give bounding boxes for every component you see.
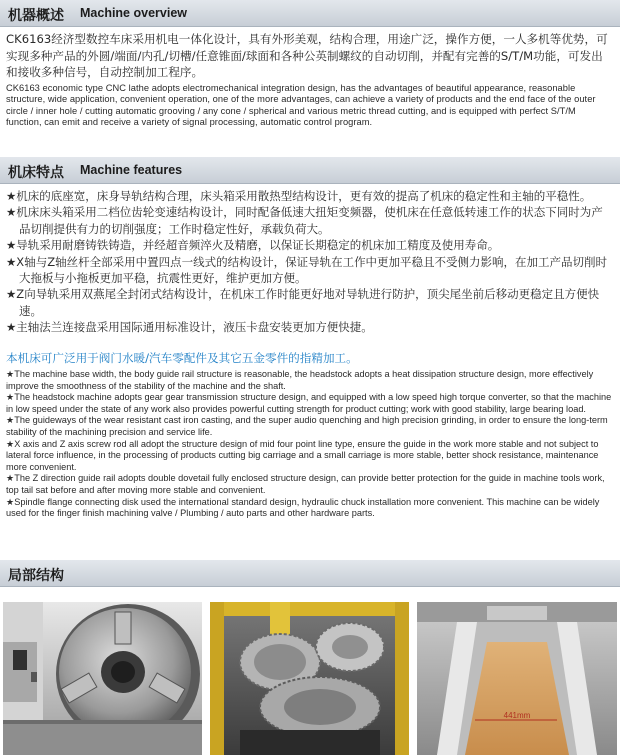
feature-item-en: ★Spindle flange connecting disk used the international standard design, hydraulic chuck installation more convenient. This machine can be widely used for the finger finish machining valve / Plumbing / auto parts and other hardware parts. xyxy=(6,496,600,519)
parts-title-cn: 局部结构 xyxy=(8,568,64,584)
feature-item-en: ★The guideways of the wear resistant cast iron casting, and the super audio quenching and high precision grinding, in order to ensure the long-term stability of the machining precision and service life. xyxy=(6,415,608,437)
parts-header xyxy=(0,560,620,587)
features-list-en xyxy=(6,369,612,520)
overview-header xyxy=(0,0,620,27)
chuck-photo xyxy=(3,602,202,755)
feature-item-cn: ★机床床头箱采用二档位齿轮变速结构设计，同时配备低速大扭矩变频器，使机床在任意低转速工作的状态下同时为产品切削提供有力的切削强度；工作时稳定性好，承载负荷大。 xyxy=(6,205,603,236)
features-header xyxy=(0,157,620,184)
overview-text-cn: CK6163经济型数控车床采用机电一体化设计，具有外形美观，结构合理，用途广泛，操作方便，一人多机等优势，可实现多种产品的外圆/端面/内孔/切槽/任意锥面/球面和各种公英制螺纹的自动切削，并配有完善的S/T/M功能，可发出和接收多种信号，自动控制加工程序。 xyxy=(6,32,608,79)
features-highlight-cn: 本机床可广泛用于阀门水暖/汽车零配件及其它五金零件的指精加工。 xyxy=(6,351,358,365)
overview-title-cn: 机器概述 xyxy=(8,8,64,24)
feature-item-cn: ★X轴与Z轴丝杆全部采用中置四点一线式的结构设计，保证导轨在工作中更加平稳且不受侧力影响，在加工产品切削时大拖板与小拖板更加平稳，抗震性更好，维护更加方便。 xyxy=(6,254,608,286)
guide-rail-photo xyxy=(417,602,617,755)
feature-item-cn: ★导轨采用耐磨铸铁铸造，并经超音频淬火及精磨，以保证长期稳定的机床加工精度及使用寿命。 xyxy=(6,238,500,253)
feature-item-en: ★The machine base width, the body guide rail structure is reasonable, the headstock adopts a heat dissipation structure design, more effectively improve the smoothness of the stability of the machine and the shaft. xyxy=(6,369,594,391)
feature-item-en: ★X axis and Z axis screw rod all adopt the structure design of mid four point line type, ensure the guide in the work more stable and not subject to lateral force influence, in the processing of products cutting big carriage and a small carriage is more stable, better shock resistance, maintenance more convenient. xyxy=(6,438,599,472)
feature-item-cn: ★机床的底座宽，床身导轨结构合理，床头箱采用散热型结构设计，更有效的提高了机床的稳定性和主轴的平稳性。 xyxy=(6,189,592,203)
features-title-cn: 机床特点 xyxy=(8,165,64,181)
feature-item-cn: ★Z向导轨采用双燕尾全封闭式结构设计，在机床工作时能更好地对导轨进行防护，顶尖尾坐前后移动更稳定且方便快速。 xyxy=(6,287,600,318)
gearbox-photo xyxy=(210,602,409,755)
feature-item-en: ★The Z direction guide rail adopts double dovetail fully enclosed structure design, can provide better protection for the guide in machine tools work, top tail sat before and after moving more stable and convenient. xyxy=(6,473,605,495)
feature-item-cn: ★主轴法兰连接盘采用国际通用标准设计，液压卡盘安装更加方便快捷。 xyxy=(6,320,373,335)
overview-text-en: CK6163 economic type CNC lathe adopts electromechanical integration design, has the advantages of beautiful appearance, reasonable structure, wide application, convenient operation, one of the more advantages, can achieve a variety of products and the end face of the outer circle / inner hole / cutting automatic grooving / any cone / spherical and various metric thread cutting, and is equipped with perfect S/T/M function, can emit and receive a variety of signal processing, automatic control program. xyxy=(6,83,596,128)
features-list-cn xyxy=(6,188,612,336)
overview-title-en: Machine overview xyxy=(80,6,187,20)
feature-item-en: ★The headstock machine adopts gear gear transmission structure design, and equipped with a low speed high torque converter, so that the machine in low speed under the state of any work also provides powerful cutting strength for product cutting; work with good stability, large bearing load. xyxy=(6,392,612,414)
rail-width-label: 441mm xyxy=(503,711,531,720)
features-title-en: Machine features xyxy=(80,163,183,177)
